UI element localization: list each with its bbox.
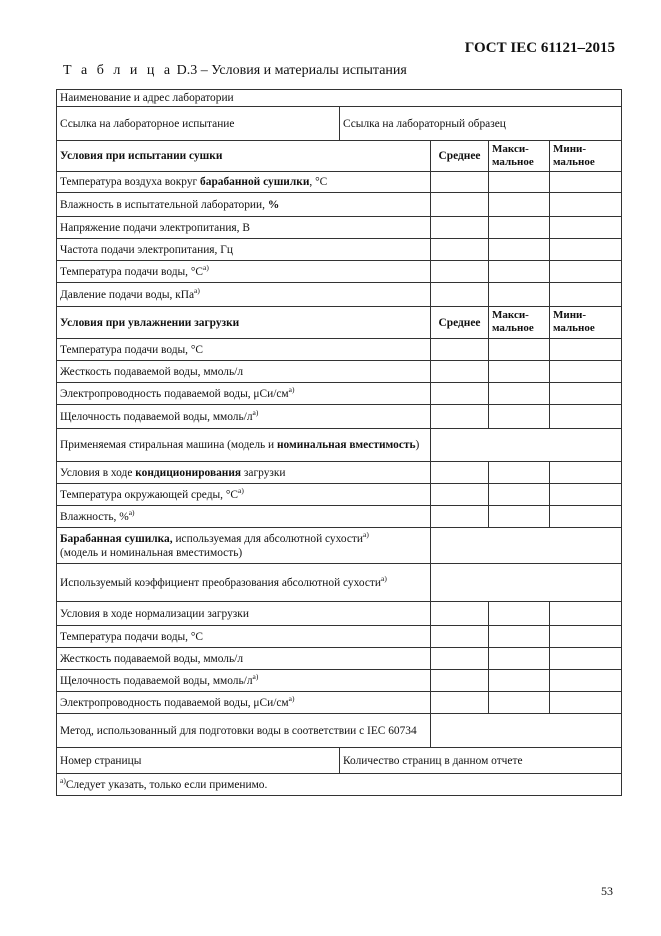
table-row — [57, 484, 622, 506]
row-label: Жесткость подаваемой воды, ммоль/л — [57, 361, 431, 383]
row-label: Жесткость подаваемой воды, ммоль/л — [57, 648, 431, 670]
footnote-mark: a) — [203, 262, 209, 272]
col-minimum: Мини-мальное — [550, 141, 622, 172]
table-row — [57, 172, 622, 193]
label-text: Применяемая стиральная машина (модель и — [60, 439, 277, 452]
page-number: 53 — [601, 884, 613, 898]
label-text: Влажность в испытательной лаборатории, — [60, 198, 268, 211]
table-row — [57, 714, 622, 748]
table-row — [57, 405, 622, 429]
table-row — [57, 648, 622, 670]
row-label — [57, 283, 431, 307]
col-average: Среднее — [431, 307, 489, 339]
col-average: Среднее — [431, 141, 489, 172]
table-row — [57, 361, 622, 383]
footnote-mark: a) — [252, 407, 259, 417]
row-label: Условия в ходе нормализации загрузки — [57, 602, 431, 626]
row-label: Температура подачи воды, °С — [57, 339, 431, 361]
lab-sample-ref-cell: Ссылка на лабораторный образец — [340, 107, 622, 141]
row-label: Напряжение подачи электропитания, В — [57, 217, 431, 239]
lab-test-ref-cell: Ссылка на лабораторное испытание — [57, 107, 340, 141]
label-bold: % — [267, 198, 280, 211]
footnote-mark: a) — [381, 573, 387, 583]
table-row — [57, 141, 622, 172]
table-row — [57, 528, 622, 564]
label-text: Электропроводность подаваемой воды, μСи/см — [60, 387, 289, 400]
test-conditions-table — [56, 89, 622, 796]
table-row — [57, 564, 622, 602]
label-text: Давление подачи воды, кПа — [60, 288, 195, 301]
table-caption — [63, 63, 407, 79]
row-label — [57, 692, 431, 714]
label-text: Щелочность подаваемой воды, ммоль/л — [60, 410, 253, 423]
table-row — [57, 107, 622, 141]
col-maximum: Макси-мальное — [489, 141, 550, 172]
footnote-mark: a) — [128, 507, 135, 517]
footnote-mark: a) — [363, 529, 369, 539]
label-bold: Барабанная сушилка, — [60, 532, 173, 545]
label-text: Температура окружающей среды, °С — [60, 488, 238, 501]
table-row — [57, 283, 622, 307]
row-label — [57, 484, 431, 506]
label-bold: барабанной сушилки — [200, 176, 310, 189]
drying-header: Условия при испытании сушки — [57, 141, 431, 172]
caption-text: D.3 – Условия и материалы испытания — [173, 63, 407, 78]
lab-name-cell: Наименование и адрес лаборатории — [57, 90, 622, 107]
table-row — [57, 339, 622, 361]
label-bold: номинальная вместимость — [276, 439, 416, 452]
standard-number: ГОСТ IEC 61121–2015 — [464, 40, 615, 56]
pages-count-cell: Количество страниц в данном отчете — [340, 748, 622, 774]
row-label — [57, 193, 431, 217]
table-row — [57, 90, 622, 107]
label-text: Температура воздуха вокруг — [60, 176, 201, 189]
label-text: Используемый коэффициент преобразования абсолютной сухости — [60, 576, 381, 589]
row-label — [57, 383, 431, 405]
footnote-cell — [57, 774, 622, 796]
footnote-mark: a) — [288, 384, 295, 394]
table-row — [57, 748, 622, 774]
label-text: Условия в ходе — [60, 466, 136, 479]
label-text: загрузки — [241, 466, 286, 479]
row-label — [57, 429, 431, 462]
row-label — [57, 462, 431, 484]
table-row — [57, 383, 622, 405]
label-text: Температура подачи воды, °С — [60, 265, 204, 278]
table-row — [57, 239, 622, 261]
table-row — [57, 193, 622, 217]
row-label — [57, 261, 431, 283]
table-row — [57, 626, 622, 648]
col-minimum: Мини-мальное — [550, 307, 622, 339]
table-row — [57, 774, 622, 796]
footnote-text: Следует указать, только если применимо. — [65, 778, 268, 791]
footnote-mark: a) — [238, 485, 244, 495]
caption-prefix: Т а б л и ц а — [63, 63, 174, 78]
label-text: Щелочность подаваемой воды, ммоль/л — [60, 674, 253, 687]
row-label — [57, 405, 431, 429]
row-label — [57, 528, 431, 564]
label-bold: кондиционирования — [135, 466, 242, 479]
row-label — [57, 564, 431, 602]
footnote-mark: a) — [252, 671, 259, 681]
table-row — [57, 462, 622, 484]
row-label: Метод, использованный для подготовки воды в соответствии с IEC 60734 — [57, 714, 431, 748]
label-text: (модель и номинальная вместимость) — [60, 546, 243, 559]
table-row — [57, 261, 622, 283]
label-text: используемая для абсолютной сухости — [172, 532, 363, 545]
footnote-mark: a) — [60, 775, 66, 785]
table-row — [57, 217, 622, 239]
footnote-mark: a) — [288, 693, 295, 703]
table-row — [57, 429, 622, 462]
table-row — [57, 602, 622, 626]
label-text: , °С — [309, 176, 328, 189]
label-text: Электропроводность подаваемой воды, μСи/см — [60, 696, 289, 709]
label-text: ) — [415, 439, 420, 452]
row-label: Температура подачи воды, °С — [57, 626, 431, 648]
row-label: Частота подачи электропитания, Гц — [57, 239, 431, 261]
row-label — [57, 506, 431, 528]
wetting-header: Условия при увлажнении загрузки — [57, 307, 431, 339]
col-maximum: Макси-мальное — [489, 307, 550, 339]
label-text: Влажность, % — [60, 510, 129, 523]
table-row — [57, 692, 622, 714]
table-row — [57, 307, 622, 339]
row-label — [57, 172, 431, 193]
footnote-mark: a) — [194, 285, 200, 295]
page-number-cell: Номер страницы — [57, 748, 340, 774]
table-row — [57, 670, 622, 692]
table-row — [57, 506, 622, 528]
row-label — [57, 670, 431, 692]
